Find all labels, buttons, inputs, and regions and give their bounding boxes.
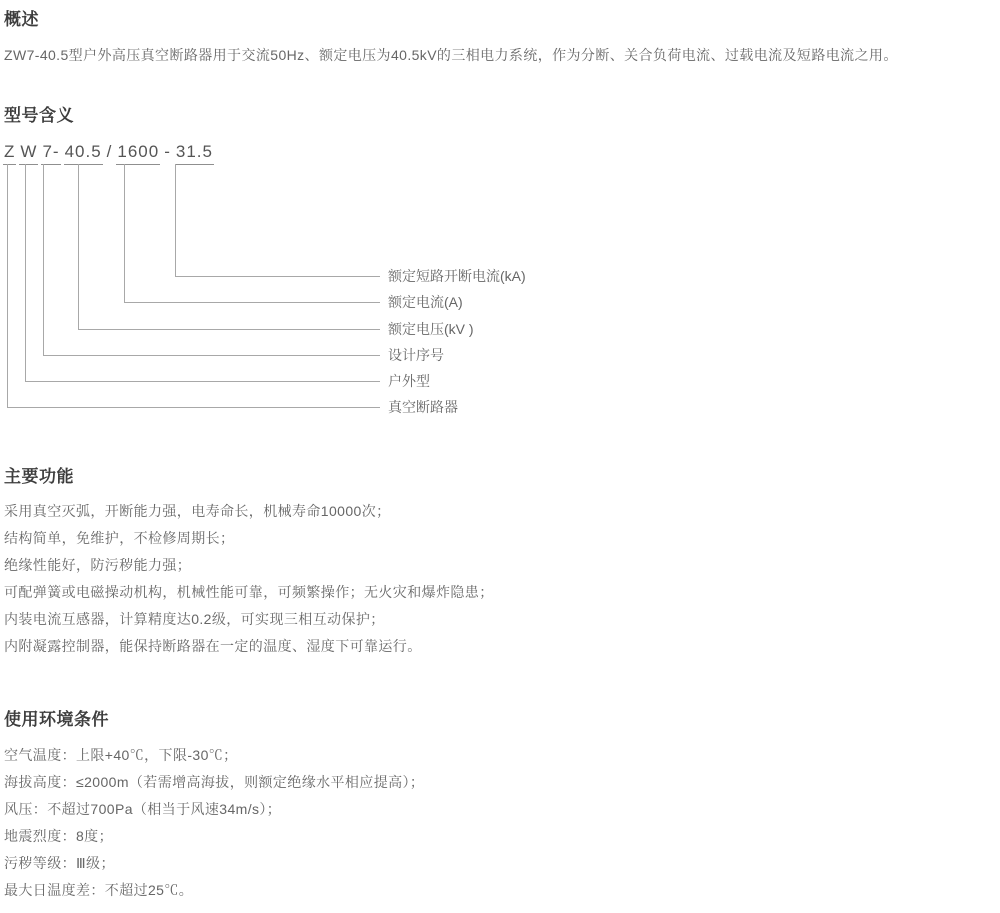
environment-heading: 使用环境条件 [4, 710, 109, 729]
model-label-outdoor-type: 户外型 [388, 373, 430, 389]
features-list [4, 498, 494, 660]
model-label-breaking-current: 额定短路开断电流(kA) [388, 268, 526, 284]
model-code [3, 142, 217, 165]
model-heading: 型号含义 [4, 106, 74, 125]
environment-list [4, 742, 424, 904]
model-separator-slash: / [106, 142, 113, 161]
feature-item: 内装电流互感器，计算精度达0.2级，可实现三相互动保护； [4, 611, 385, 627]
feature-item: 可配弹簧或电磁操动机构，机械性能可靠，可频繁操作；无火灾和爆炸隐患； [4, 584, 494, 600]
model-label-rated-current: 额定电流(A) [388, 294, 463, 310]
model-segment-type: Z [3, 142, 16, 165]
environment-item: 最大日温度差：不超过25℃。 [4, 882, 194, 898]
overview-heading: 概述 [4, 10, 39, 29]
model-label-design-serial: 设计序号 [388, 347, 444, 363]
overview-text: ZW7-40.5型户外高压真空断路器用于交流50Hz、额定电压为40.5kV的三相电力系统，作为分断、关合负荷电流、过载电流及短路电流之用。 [4, 47, 898, 63]
feature-item: 内附凝露控制器，能保持断路器在一定的温度、湿度下可靠运行。 [4, 638, 422, 654]
model-separator-dash: - [164, 142, 171, 161]
model-segment-design: 7- [41, 142, 60, 165]
feature-item: 结构简单，免维护，不检修周期长； [4, 530, 235, 546]
environment-item: 海拔高度：≤2000m（若需增高海拔，则额定绝缘水平相应提高）； [4, 774, 425, 790]
feature-item: 采用真空灭弧，开断能力强，电寿命长，机械寿命10000次； [4, 503, 391, 519]
model-segment-breaking: 31.5 [175, 142, 214, 165]
model-segment-outdoor: W [19, 142, 38, 165]
model-segment-voltage: 40.5 [64, 142, 103, 165]
features-heading: 主要功能 [4, 467, 74, 486]
environment-item: 地震烈度：8度； [4, 828, 113, 844]
environment-item: 空气温度：上限+40℃，下限-30℃； [4, 747, 238, 763]
feature-item: 绝缘性能好，防污秽能力强； [4, 557, 192, 573]
model-label-vacuum-breaker: 真空断路器 [388, 399, 458, 415]
environment-item: 污秽等级：Ⅲ级； [4, 855, 115, 871]
model-label-rated-voltage: 额定电压(kV ) [388, 321, 474, 337]
leader-lines [0, 164, 390, 414]
model-segment-current: 1600 [116, 142, 160, 165]
environment-item: 风压：不超过700Pa（相当于风速34m/s）； [4, 801, 282, 817]
